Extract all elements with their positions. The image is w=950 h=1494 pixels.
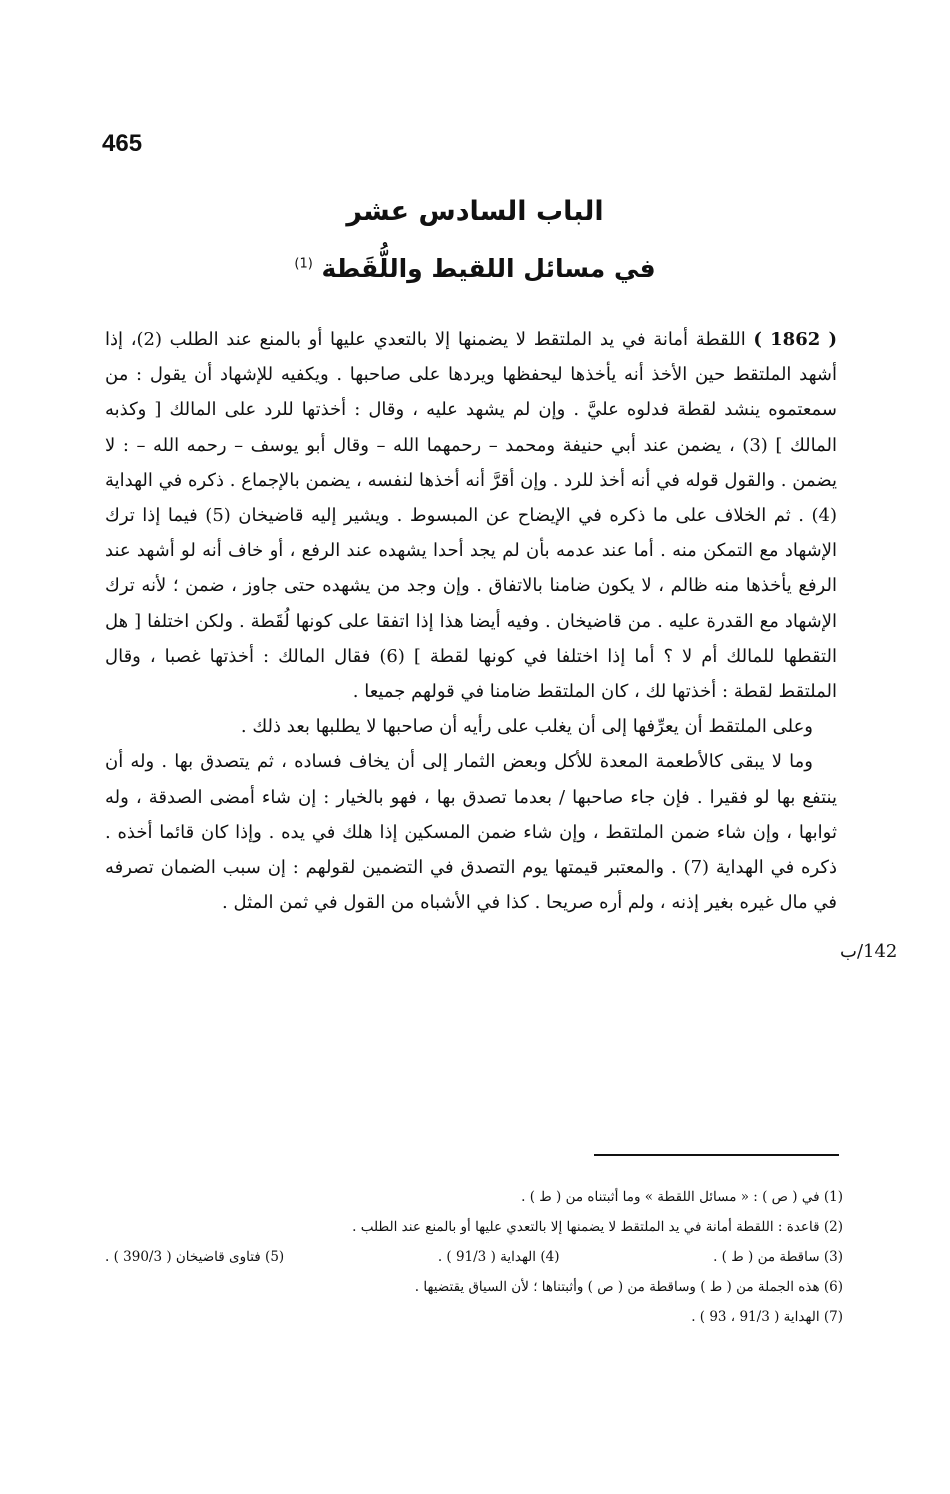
paragraph-definition xyxy=(105,709,837,744)
footnote-7: (7) الهداية ( 91/3 ، 93 ) . xyxy=(691,1309,843,1325)
subtitle-text: في مسائل اللقيط واللُّقَطة xyxy=(321,254,656,283)
text-line: غيره بغير إذنه ، ولم أره صريحا . كذا في الأشباه من القول في ثمن المثل . xyxy=(222,892,774,914)
text-line: عند عدمه بأن لم يجد أحدا يشهده عند الرفع ، أو خاف أنه لو أشهد عند الرفع يأخذها منه xyxy=(105,540,837,597)
paragraph-number: ( 1862 ) xyxy=(753,329,837,350)
margin-folio-note: 142/ب xyxy=(840,941,898,962)
text-line: وعلى الملتقط أن يعرِّفها إلى أن يغلب على رأيه أن صاحبها لا يطلبها بعد ذلك . xyxy=(240,716,813,738)
paragraph-1862 xyxy=(105,322,837,709)
text-line: والمعتبر قيمتها يوم التصدق في التضمين لقولهم : إن سبب الضمان تصرفه في مال xyxy=(105,857,837,914)
text-line: اختلفا [ هل التقطها للمالك أم لا ؟ أما إذا اختلفا في كونها لقطة ] (6) فقال المالك : أخذتها xyxy=(105,610,837,667)
footnote-row-3-5 xyxy=(105,1242,843,1272)
footnote-separator xyxy=(594,1154,839,1156)
footnote-5: (5) فتاوى قاضيخان ( 390/3 ) . xyxy=(105,1249,285,1265)
footnotes xyxy=(105,1182,843,1332)
subtitle-footnote-ref: (1) xyxy=(294,256,313,272)
footnote-1: (1) في ( ص ) : « مسائل اللقطة » وما أثبتناه من ( ط ) . xyxy=(521,1189,843,1205)
page-number: 465 xyxy=(102,130,143,157)
chapter-title: الباب السادس عشر xyxy=(346,196,604,227)
text-line: الله – وقال أبو يوسف – رحمه الله – : لا يضمن . والقول قوله في أنه أخذ للرد . وإن أقرَّ أنه xyxy=(105,434,837,491)
text-line: الإيضاح عن المبسوط . ويشير إليه قاضيخان (5) فيما إذا ترك الإشهاد مع التمكن منه . أما xyxy=(105,505,837,562)
text-line: للإشهاد أن يقول : من سمعتموه ينشد لقطة فدلوه عليَّ . وإن لم يشهد عليه ، وقال : xyxy=(105,364,837,421)
text-line: الطلب (2)، إذا أشهد الملتقط حين الأخذ أنه يأخذها ليحفظها ويردها على صاحبها . ويكفيه xyxy=(105,329,837,386)
text-line: ظالم ، لا يكون ضامنا بالاتفاق . وإن وجد من يشهده حتى جاوز ، ضمن ؛ لأنه ترك xyxy=(105,575,708,597)
chapter-subtitle xyxy=(150,254,800,283)
paragraph-perishables xyxy=(105,744,837,920)
text-line: أخذها لنفسه ، يضمن بالإجماع . ذكره في الهداية (4) . ثم الخلاف على ما ذكره في xyxy=(105,469,838,527)
text-line: وما لا يبقى كالأطعمة المعدة للأكل وبعض الثمار إلى أن يخاف فساده ، ثم xyxy=(256,751,813,773)
text-line: الإشهاد مع القدرة عليه . من قاضيخان . وفيه أيضا هذا إذا اتفقا على كونها لُقَطة . ولكن xyxy=(195,610,837,632)
text-line: أخذتها للرد على المالك [ وكذبه المالك ] (3) ، يضمن عند أبي حنيفة ومحمد – رحمهما xyxy=(105,399,837,456)
footnote-6: (6) هذه الجملة من ( ط ) وساقطة من ( ص ) وأثبتناها ؛ لأن السياق يقتضيها . xyxy=(414,1279,843,1295)
text-line: بالخيار : إن شاء أمضى الصدقة ، وله ثوابها ، وإن شاء ضمن الملتقط ، وإن شاء xyxy=(105,786,837,843)
text-line: ضمن المسكين إذا هلك في يده . وإذا كان قائما أخذه . ذكره في الهداية (7) . xyxy=(105,821,837,879)
text-line: يتصدق بها . وله أن ينتفع بها لو فقيرا . فإن جاء صاحبها / بعدما تصدق بها ، فهو xyxy=(105,751,837,808)
footnote-3: (3) ساقطة من ( ط ) . xyxy=(713,1249,843,1265)
text-line: غصبا ، وقال الملتقط لقطة : أخذتها لك ، كان الملتقط ضامنا في قولهم جميعا . xyxy=(105,645,837,703)
footnote-2: (2) قاعدة : اللقطة أمانة في يد الملتقط لا يضمنها إلا بالتعدي عليها أو بالمنع عند الطلب . xyxy=(352,1219,843,1235)
text-line: اللقطة أمانة في يد الملتقط لا يضمنها إلا بالتعدي عليها أو بالمنع عند xyxy=(226,329,746,350)
footnote-4: (4) الهداية ( 91/3 ) . xyxy=(437,1249,560,1265)
body-text xyxy=(105,322,837,920)
